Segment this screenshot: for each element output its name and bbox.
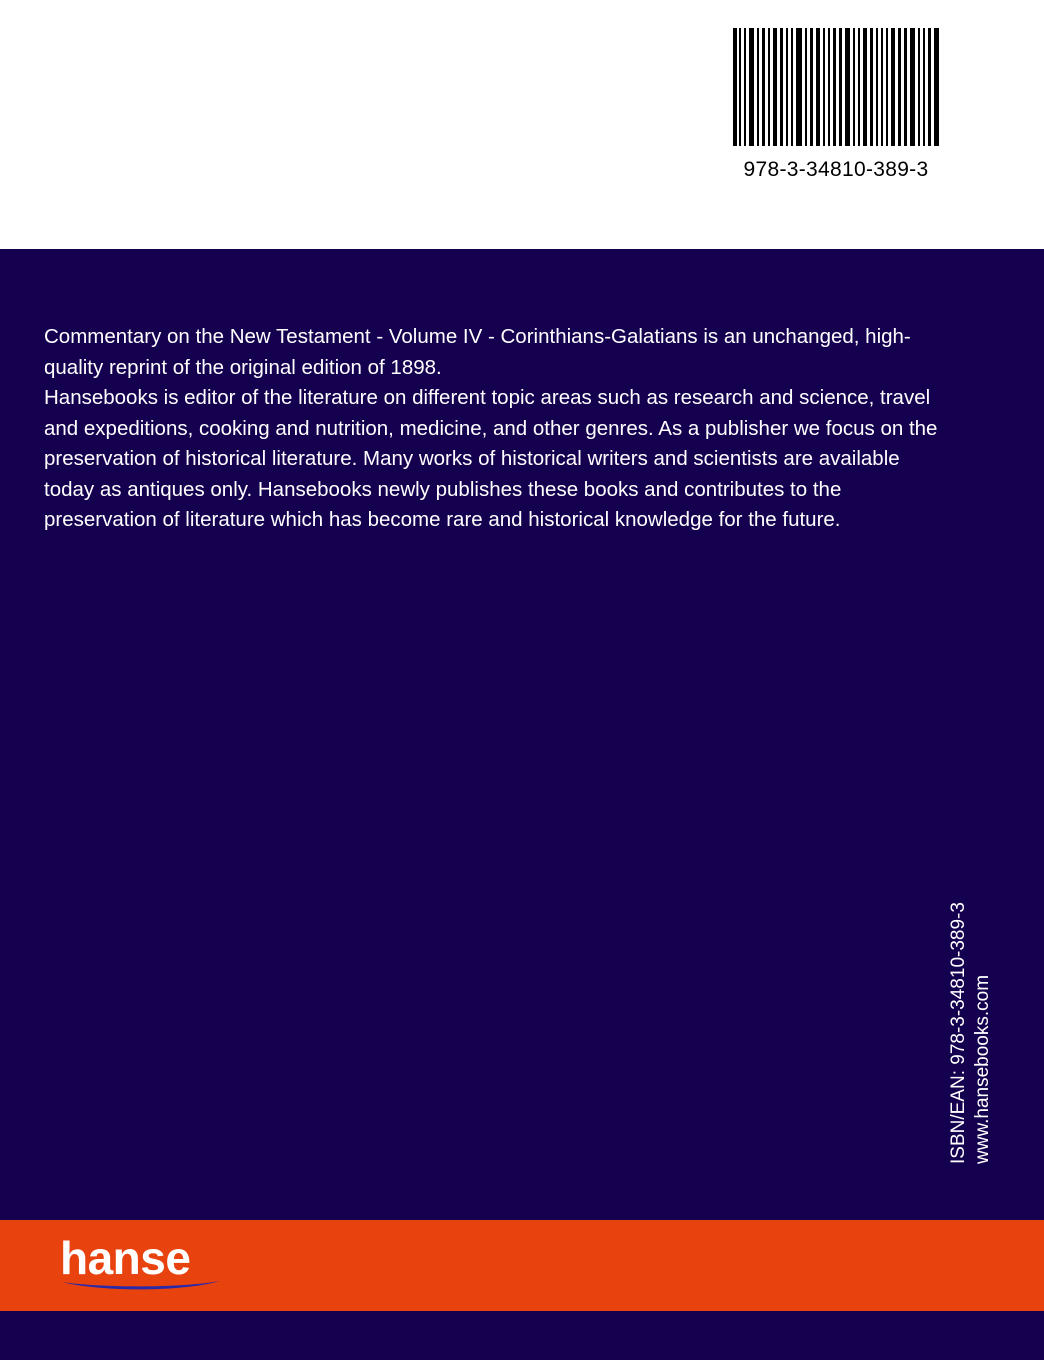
- hanse-logo-text: hanse: [60, 1232, 191, 1284]
- vertical-website-line: www.hansebooks.com: [972, 974, 993, 1164]
- barcode-number: 978-3-34810-389-3: [743, 158, 929, 181]
- vertical-isbn-line: ISBN/EAN: 978-3-34810-389-3: [948, 902, 969, 1164]
- hanse-logo: [60, 1234, 280, 1296]
- barcode-band: [0, 0, 1044, 249]
- barcode-block: [731, 28, 941, 182]
- publisher-band: [0, 1220, 1044, 1311]
- vertical-isbn-block: [948, 824, 1022, 1164]
- blurb-paragraph-2: Hansebooks is editor of the literature on different topic areas such as research and science, travel and expeditions, cooking and nutrition, medicine, and other genres. As a publisher we focus on the preservation of historical literature. Many works of historical writers and scientists are available today as antiques only. Hansebooks newly publishes these books and contributes to the preservation of literature which has become rare and historical knowledge for the future.: [44, 386, 938, 531]
- blurb-paragraph-1: Commentary on the New Testament - Volume IV - Corinthians-Galatians is an unchanged, high-quality reprint of the original edition of 1898.: [44, 325, 911, 379]
- hanse-swoosh-icon: [62, 1280, 222, 1292]
- barcode-icon: [731, 28, 941, 146]
- bottom-strip: [0, 1311, 1044, 1360]
- blurb-text: [44, 322, 942, 536]
- navy-panel: [0, 249, 1044, 1220]
